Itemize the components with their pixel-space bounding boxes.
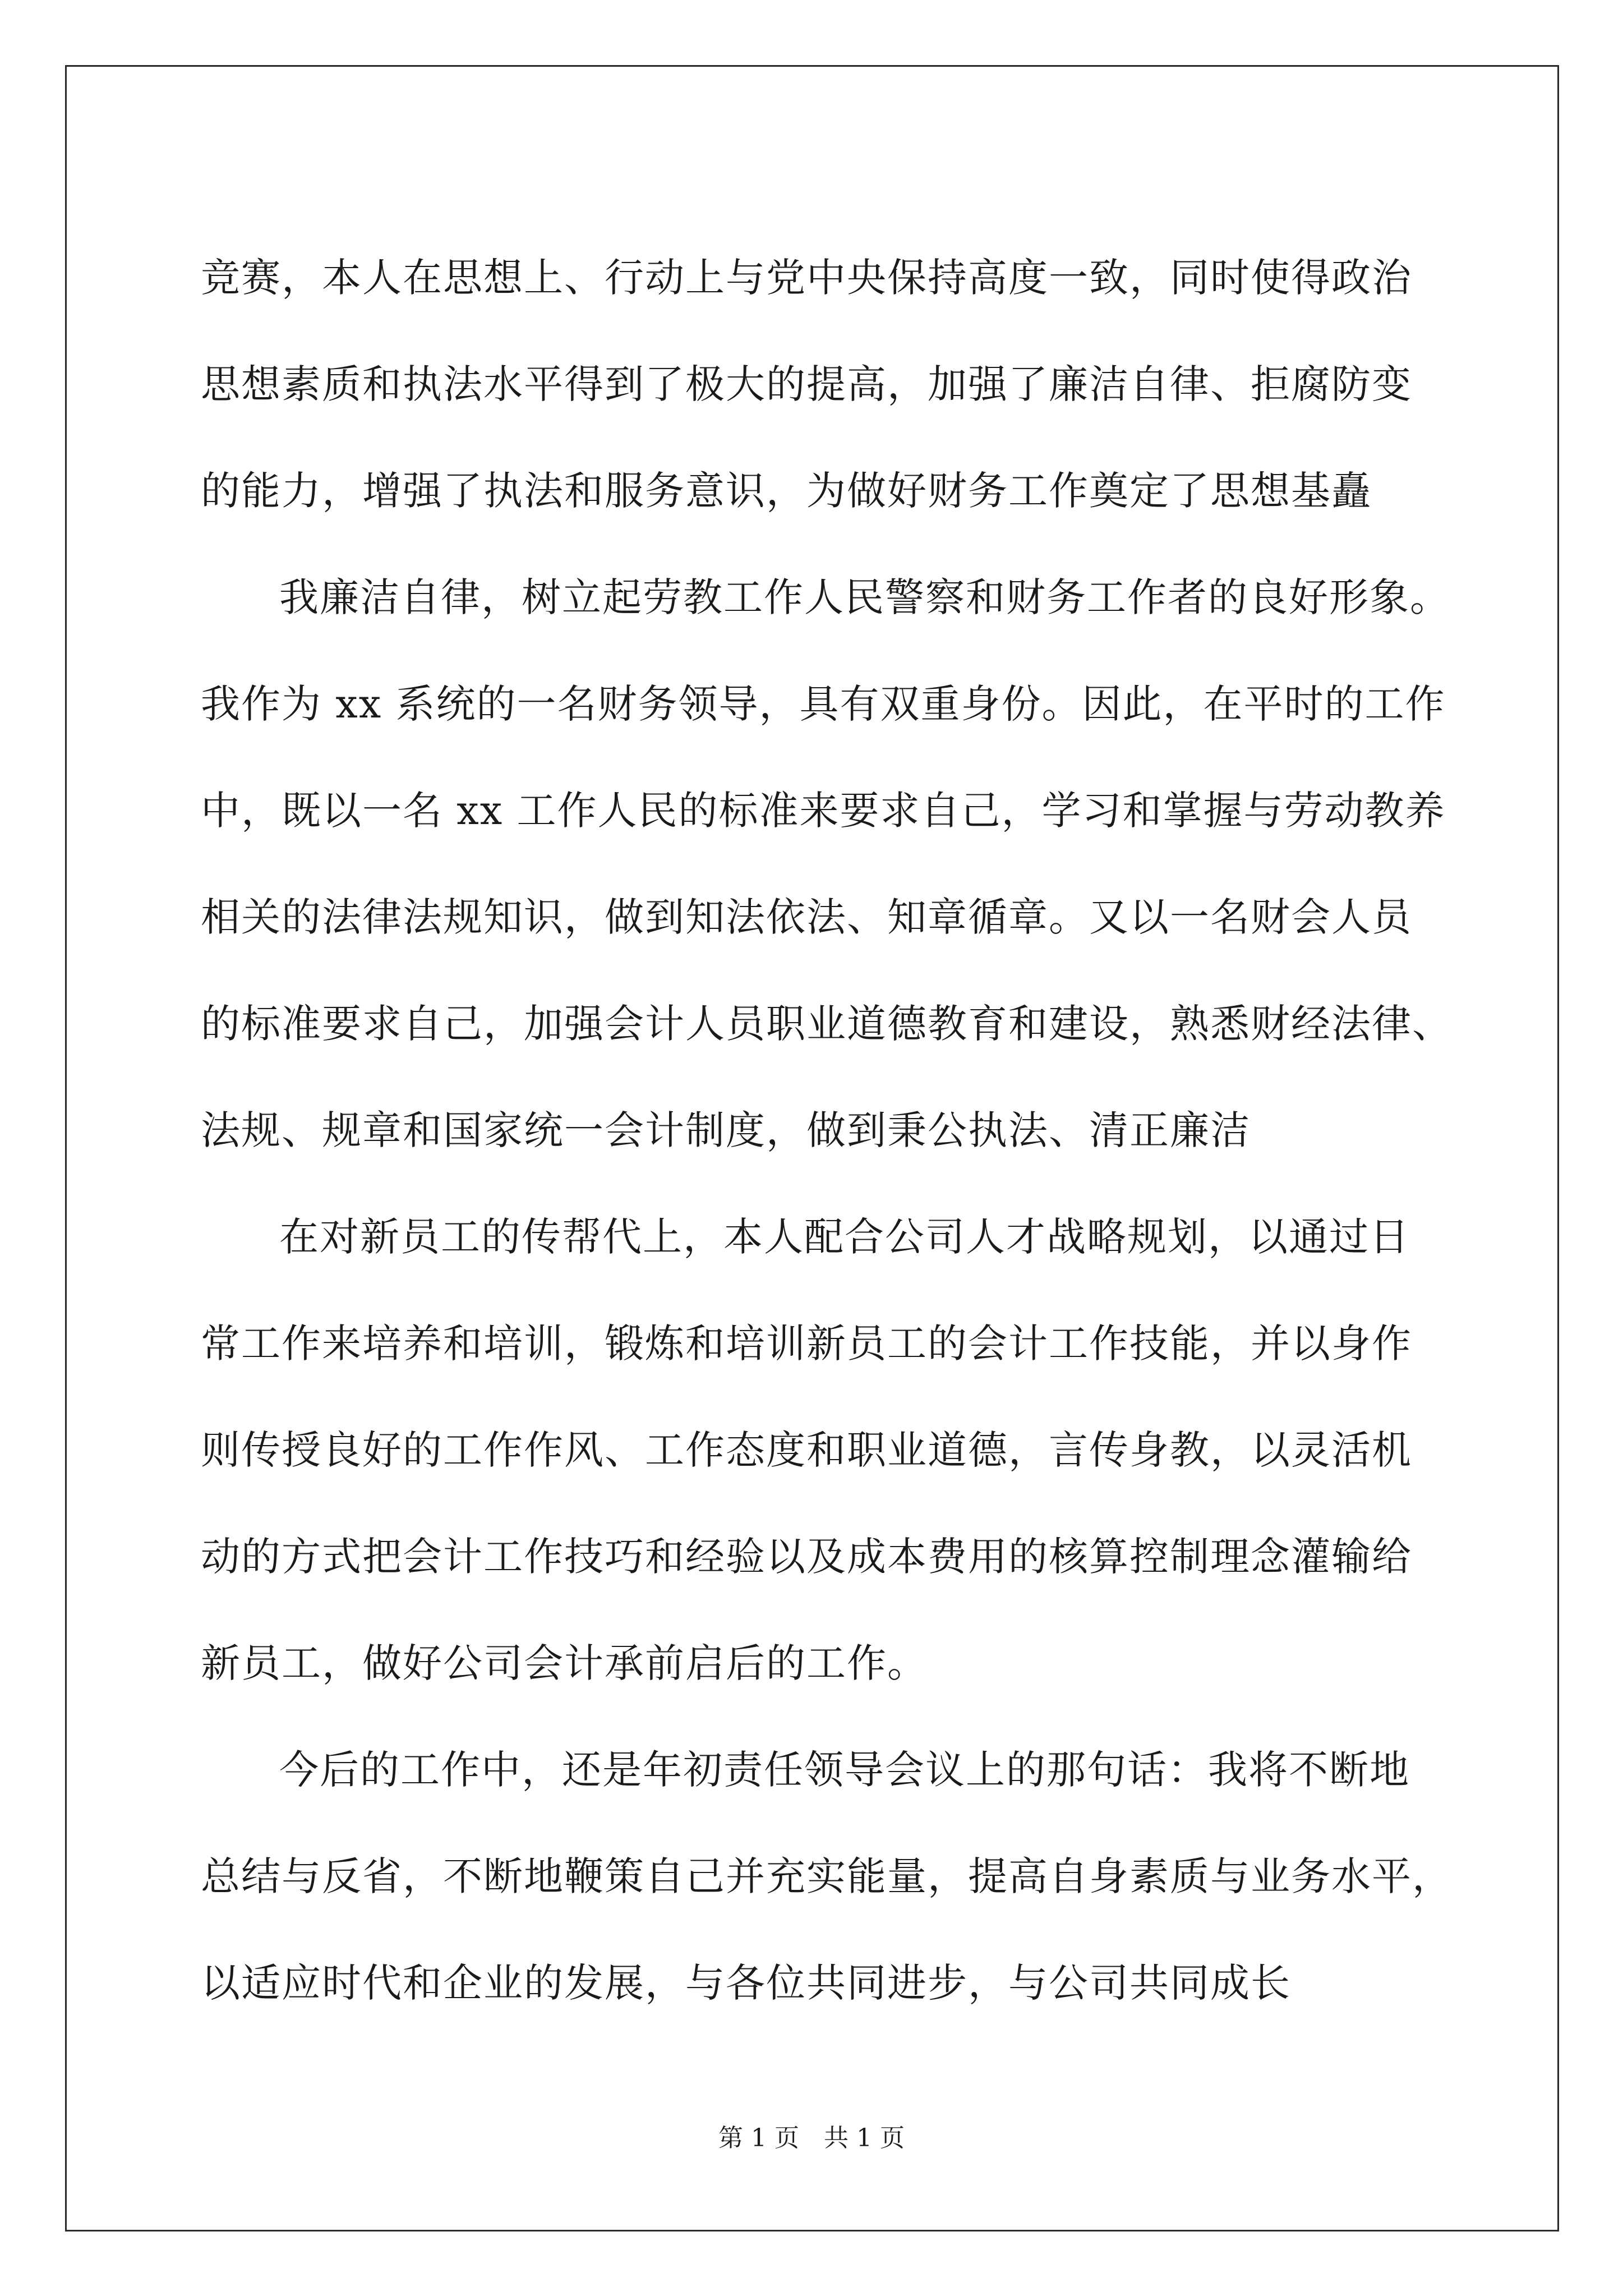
paragraph-4 — [201, 1717, 1453, 2036]
text-line: 新员工，做好公司会计承前启后的工作。 — [201, 1640, 928, 1686]
text-line: 总结与反省，不断地鞭策自己并充实能量，提高自身素质与业务水平， — [201, 1853, 1453, 1899]
text-line: 我作为 xx 系统的一名财务领导，具有双重身份。因此，在平时的工作 — [201, 681, 1446, 727]
text-line: 法规、规章和国家统一会计制度，做到秉公执法、清正廉洁 — [201, 1107, 1251, 1153]
text-line: 的能力，增强了执法和服务意识，为做好财务工作奠定了思想基矗 — [201, 468, 1372, 514]
text-line: 中，既以一名 xx 工作人民的标准来要求自己，学习和掌握与劳动教养 — [201, 788, 1446, 834]
text-line: 常工作来培养和培训，锻炼和培训新员工的会计工作技能，并以身作 — [201, 1320, 1412, 1366]
paragraph-3 — [201, 1184, 1435, 1717]
page-number-footer: 第 1 页 共 1 页 — [718, 2124, 905, 2152]
text-line: 动的方式把会计工作技巧和经验以及成本费用的核算控制理念灌输给 — [201, 1534, 1412, 1580]
paragraph-1 — [201, 224, 1435, 544]
text-line: 在对新员工的传帮代上，本人配合公司人才战略规划，以通过日 — [279, 1214, 1410, 1260]
paragraph-2 — [201, 544, 1453, 1184]
text-line: 以适应时代和企业的发展，与各位共同进步，与公司共同成长 — [201, 1960, 1291, 2006]
text-line: 竞赛，本人在思想上、行动上与党中央保持高度一致，同时使得政治 — [201, 255, 1412, 301]
text-line: 今后的工作中，还是年初责任领导会议上的那句话：我将不断地 — [279, 1747, 1410, 1793]
text-line: 相关的法律法规知识，做到知法依法、知章循章。又以一名财会人员 — [201, 894, 1412, 940]
document-body — [201, 224, 1453, 2036]
text-line: 则传授良好的工作作风、工作态度和职业道德，言传身教，以灵活机 — [201, 1427, 1412, 1473]
text-line: 的标准要求自己，加强会计人员职业道德教育和建设，熟悉财经法律、 — [201, 1001, 1453, 1047]
text-line: 思想素质和执法水平得到了极大的提高，加强了廉洁自律、拒腐防变 — [201, 361, 1412, 407]
text-line: 我廉洁自律，树立起劳教工作人民警察和财务工作者的良好形象。 — [279, 574, 1450, 620]
